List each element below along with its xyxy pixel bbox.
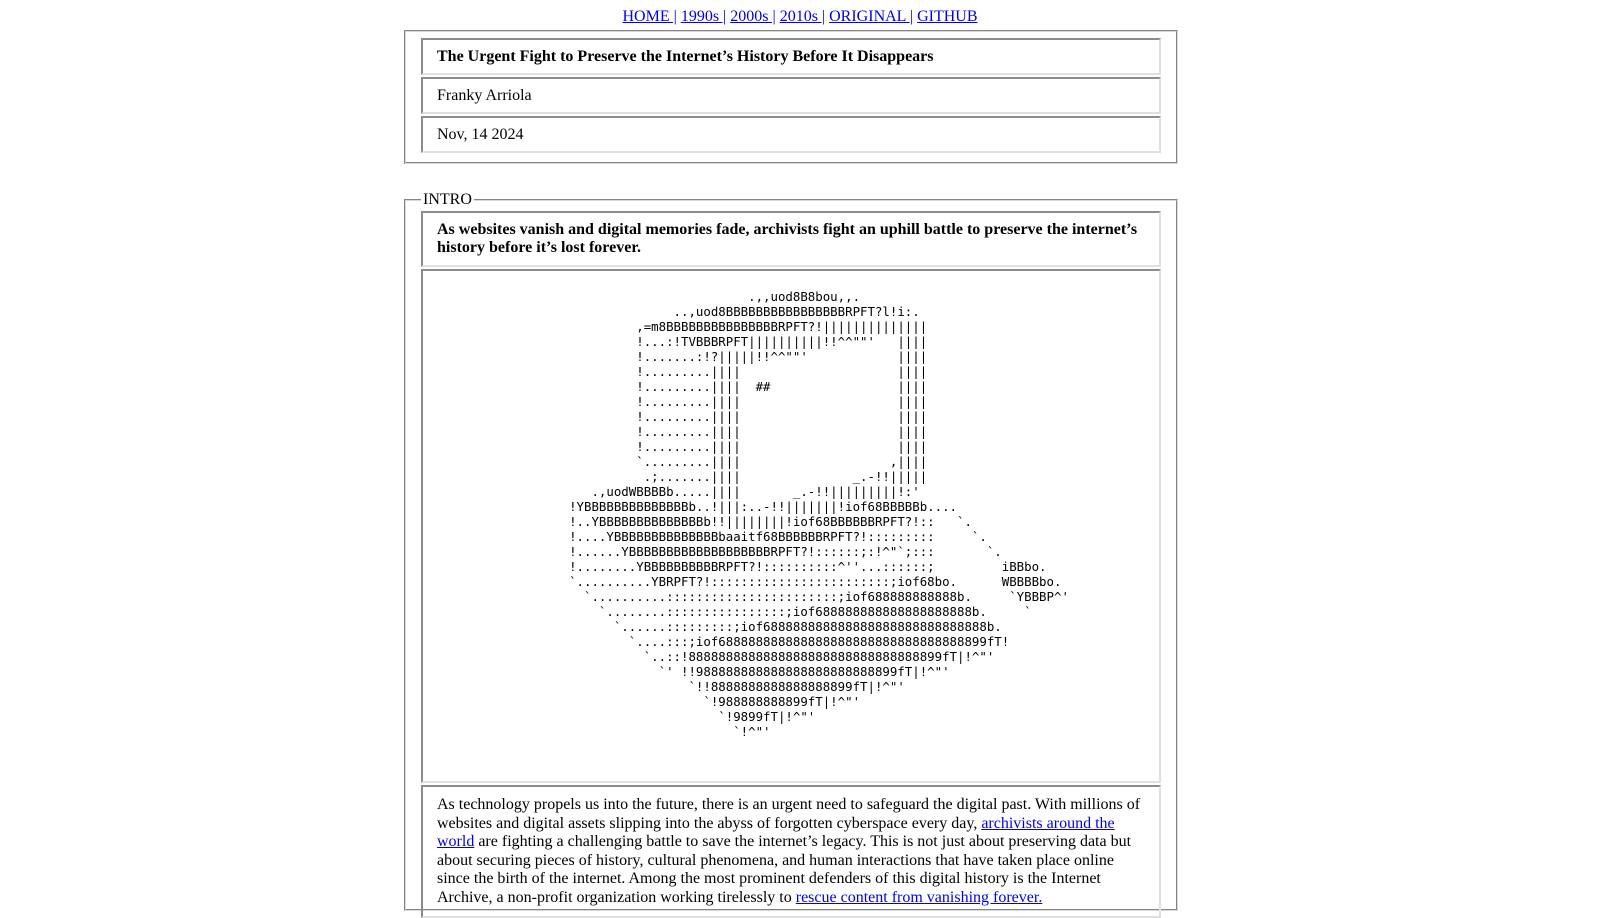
nav-link-original[interactable]: ORIGINAL | [829, 8, 914, 25]
ascii-art-cell [421, 269, 1161, 783]
article-author: Franky Arriola [421, 77, 1161, 114]
nav-link-1990s[interactable]: 1990s | [680, 8, 727, 25]
nav-link-home[interactable]: HOME | [622, 8, 677, 25]
nav-link-github[interactable]: GITHUB [917, 8, 978, 25]
nav-link-2010s[interactable]: 2010s | [779, 8, 826, 25]
intro-fieldset [404, 191, 1178, 911]
archivists-link[interactable]: archivists around the world [437, 814, 1115, 850]
article-date: Nov, 14 2024 [421, 116, 1161, 153]
nav-link-2000s[interactable]: 2000s | [730, 8, 776, 25]
intro-legend: INTRO [423, 191, 472, 208]
body-text-segment: are fighting a challenging battle to save the internet’s legacy. This is not just about preserving data but about securing pieces of history, cultural phenomena, and human interactions that have taken place online since the birth of the internet. Among the most prominent defenders of this digital history is the Internet Archive, a non-profit organization working tirelessly to [437, 833, 1132, 906]
intro-body-text [421, 785, 1161, 918]
computer-ascii-art: .,,uod8B8bou,,. ..,uod8BBBBBBBBBBBBBBBBRPFT?l!i:. ,=m8BBBBBBBBBBBBBBBRPFT?!|||||||||||||| !...:!TVBBBRPFT||||||||||!!^^""' |||| !.......:!?|||||!!^^""' |||| !.........|||| |||| !.........|||| ## |||| !.........|||| |||| !.........|||| |||| !.........|||| |||| !.........|||| |||| `.........|||| ,|||| .;.......|||| _.-!!||||| .,uodWBBBBb.....|||| _.-!!|||||||||!:' !YBBBBBBBBBBBBBBb..!|||:..-!!|||||||!iof68BBBBBb.... !..YBBBBBBBBBBBBBBb!!||||||||!iof68BBBBBBRPFT?!:: `. !....YBBBBBBBBBBBBBBbaaitf68BBBBBBRPFT?!::::::::: `. !......YBBBBBBBBBBBBBBBBBBBRPFT?!::::::;:!^"`;::: `. !........YBBBBBBBBBBRPFT?!::::::::::^''...::::::; iBBbo. `..........YBRPFT?!::::::::::::::::::::::::;iof68bo. WBBBBbo. `..........:::::::::::::::::::::::;iof688888888888b. `YBBBP^' `........::::::::::::::::;iof688888888888888888888b. ` `......:::::::::;iof688888888888888888888888888888b. `....:::;iof688888888888888888888888888888888899fT! `..::!8888888888888888888888888888888899fT|!^"' `' !!988888888888888888888888899fT|!^"' `!!8888888888888888899fT|!^"' `!988888888899fT|!^"' `!9899fT|!^"' `!^"' [569, 289, 1069, 739]
top-navigation [0, 7, 1600, 27]
article-header-fieldset [404, 30, 1178, 164]
intro-summary: As websites vanish and digital memories fade, archivists fight an uphill battle to preserve the internet’s history before it’s lost forever. [421, 211, 1161, 267]
body-text-segment: As technology propels us into the future, there is an urgent need to safeguard the digital past. With millions of websites and digital assets slipping into the abyss of forgotten cyberspace every day, [437, 796, 1141, 832]
article-title: The Urgent Fight to Preserve the Internet’s History Before It Disappears [421, 38, 1161, 75]
rescue-content-link[interactable]: rescue content from vanishing forever. [795, 888, 1043, 906]
